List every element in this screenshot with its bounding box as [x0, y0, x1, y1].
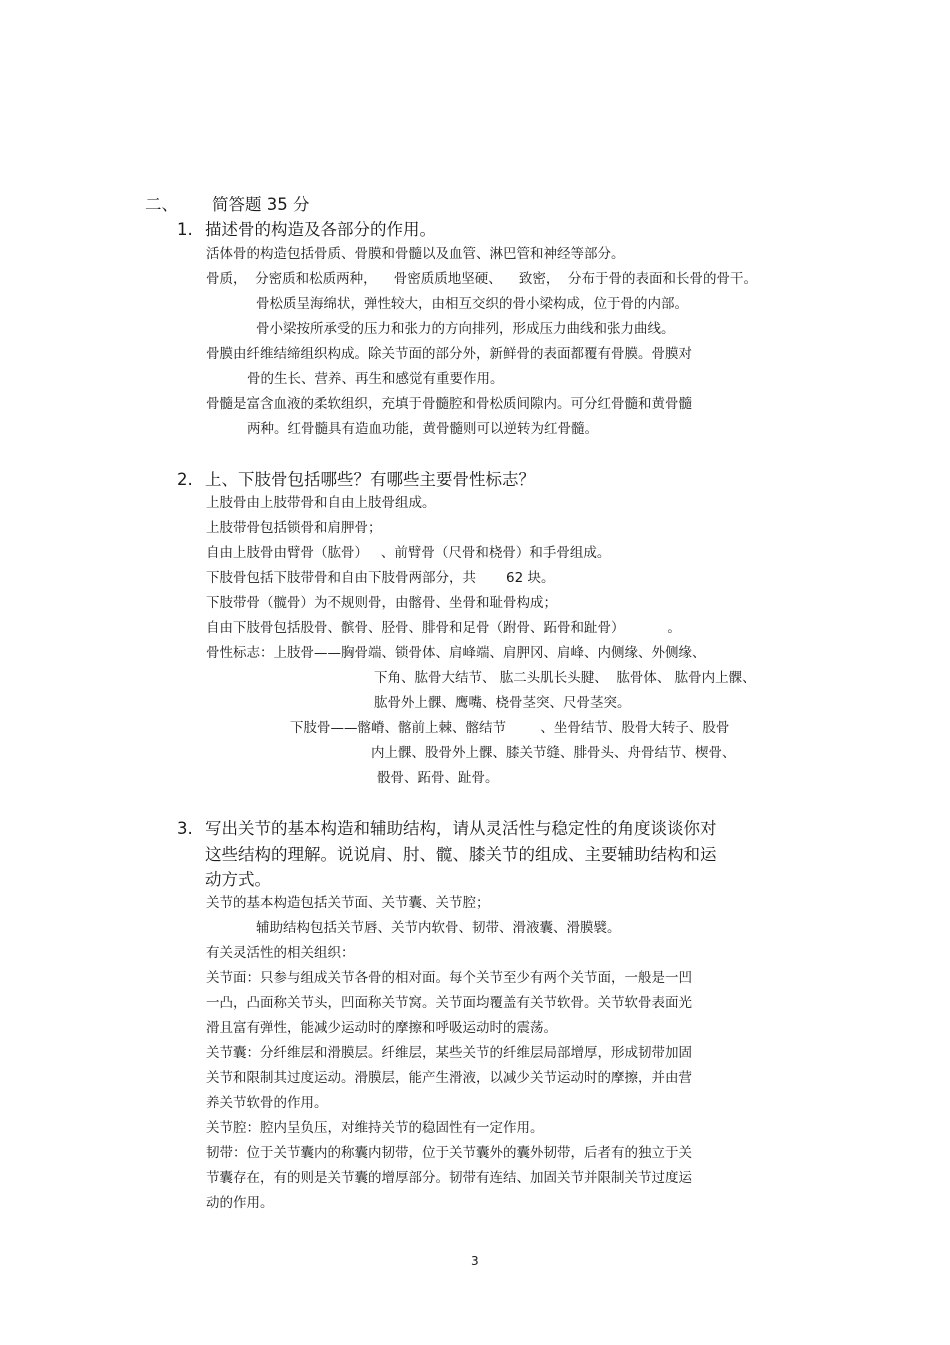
- q3-line: 辅助结构包括关节唇、关节内软骨、韧带、滑液囊、滑膜襞。: [256, 920, 621, 936]
- q2-line: 下角、肱骨大结节、 肱二头肌长头腱、 肱骨体、 肱骨内上髁、: [374, 670, 756, 686]
- q2-line: 下肢骨——髂嵴、髂前上棘、髂结节 、坐骨结节、股骨大转子、股骨: [290, 720, 730, 736]
- section-title: 简答题 35 分: [212, 195, 310, 214]
- q3-line: 养关节软骨的作用。: [206, 1095, 328, 1111]
- q3-line: 关节腔：腔内呈负压，对维持关节的稳固性有一定作用。: [206, 1120, 544, 1136]
- q1-number: 1.: [177, 220, 193, 239]
- q1-line: 两种。红骨髓具有造血功能，黄骨髓则可以逆转为红骨髓。: [247, 421, 598, 437]
- q3-title-line: 动方式。: [205, 870, 271, 889]
- page-number: 3: [471, 1254, 479, 1268]
- q3-line: 关节囊：分纤维层和滑膜层。纤维层，某些关节的纤维层局部增厚，形成韧带加固: [206, 1045, 692, 1061]
- q3-line: 滑且富有弹性，能减少运动时的摩擦和呼吸运动时的震荡。: [206, 1020, 557, 1036]
- q2-number: 2.: [177, 470, 193, 489]
- q3-number: 3.: [177, 819, 193, 838]
- q1-line: 骨质， 分密质和松质两种， 骨密质质地坚硬、 致密， 分布于骨的表面和长骨的骨干。: [206, 271, 757, 287]
- q2-line: 自由下肢骨包括股骨、髌骨、胫骨、腓骨和足骨（跗骨、跖骨和趾骨） 。: [206, 620, 681, 636]
- q2-title: 上、下肢骨包括哪些？有哪些主要骨性标志？: [205, 470, 535, 489]
- q2-line: 自由上肢骨由臂骨（肱骨） 、前臂骨（尺骨和桡骨）和手骨组成。: [206, 545, 611, 561]
- q3-line: 韧带：位于关节囊内的称囊内韧带，位于关节囊外的囊外韧带，后者有的独立于关: [206, 1145, 692, 1161]
- q3-line: 有关灵活性的相关组织：: [206, 945, 355, 961]
- q2-line: 骰骨、跖骨、趾骨。: [377, 770, 499, 786]
- q2-line: 上肢骨由上肢带骨和自由上肢骨组成。: [206, 495, 436, 511]
- q1-line: 骨髓是富含血液的柔软组织，充填于骨髓腔和骨松质间隙内。可分红骨髓和黄骨髓: [206, 396, 692, 412]
- q1-line: 骨松质呈海绵状，弹性较大，由相互交织的骨小梁构成，位于骨的内部。: [256, 296, 688, 312]
- q2-line: 骨性标志：上肢骨——胸骨端、锁骨体、肩峰端、肩胛冈、肩峰、内侧缘、外侧缘、: [206, 645, 706, 661]
- q1-title: 描述骨的构造及各部分的作用。: [205, 220, 436, 239]
- q3-line: 关节的基本构造包括关节面、关节囊、关节腔；: [206, 895, 490, 911]
- q3-line: 关节面：只参与组成关节各骨的相对面。每个关节至少有两个关节面，一般是一凹: [206, 970, 692, 986]
- q1-line: 骨膜由纤维结缔组织构成。除关节面的部分外，新鲜骨的表面都覆有骨膜。骨膜对: [206, 346, 692, 362]
- section-number: 二、: [145, 195, 178, 214]
- q2-line: 内上髁、股骨外上髁、膝关节缝、腓骨头、舟骨结节、楔骨、: [371, 745, 736, 761]
- q2-line: 下肢骨包括下肢带骨和自由下肢骨两部分，共 62 块。: [206, 570, 555, 586]
- q1-line: 骨的生长、营养、再生和感觉有重要作用。: [247, 371, 504, 387]
- q3-line: 关节和限制其过度运动。滑膜层，能产生滑液，以减少关节运动时的摩擦，并由营: [206, 1070, 692, 1086]
- q1-line: 活体骨的构造包括骨质、骨膜和骨髓以及血管、淋巴管和神经等部分。: [206, 246, 625, 262]
- q1-line: 骨小梁按所承受的压力和张力的方向排列，形成压力曲线和张力曲线。: [256, 321, 675, 337]
- q3-title-line: 写出关节的基本构造和辅助结构，请从灵活性与稳定性的角度谈谈你对: [205, 819, 717, 838]
- q3-line: 动的作用。: [206, 1195, 274, 1211]
- q3-title-line: 这些结构的理解。说说肩、肘、髋、膝关节的组成、主要辅助结构和运: [205, 845, 717, 864]
- q3-line: 节囊存在，有的则是关节囊的增厚部分。韧带有连结、加固关节并限制关节过度运: [206, 1170, 692, 1186]
- q2-line: 肱骨外上髁、鹰嘴、桡骨茎突、尺骨茎突。: [374, 695, 631, 711]
- q3-line: 一凸，凸面称关节头，凹面称关节窝。关节面均覆盖有关节软骨。关节软骨表面光: [206, 995, 692, 1011]
- q2-line: 上肢带骨包括锁骨和肩胛骨；: [206, 520, 382, 536]
- q2-line: 下肢带骨（髋骨）为不规则骨，由髂骨、坐骨和耻骨构成；: [206, 595, 557, 611]
